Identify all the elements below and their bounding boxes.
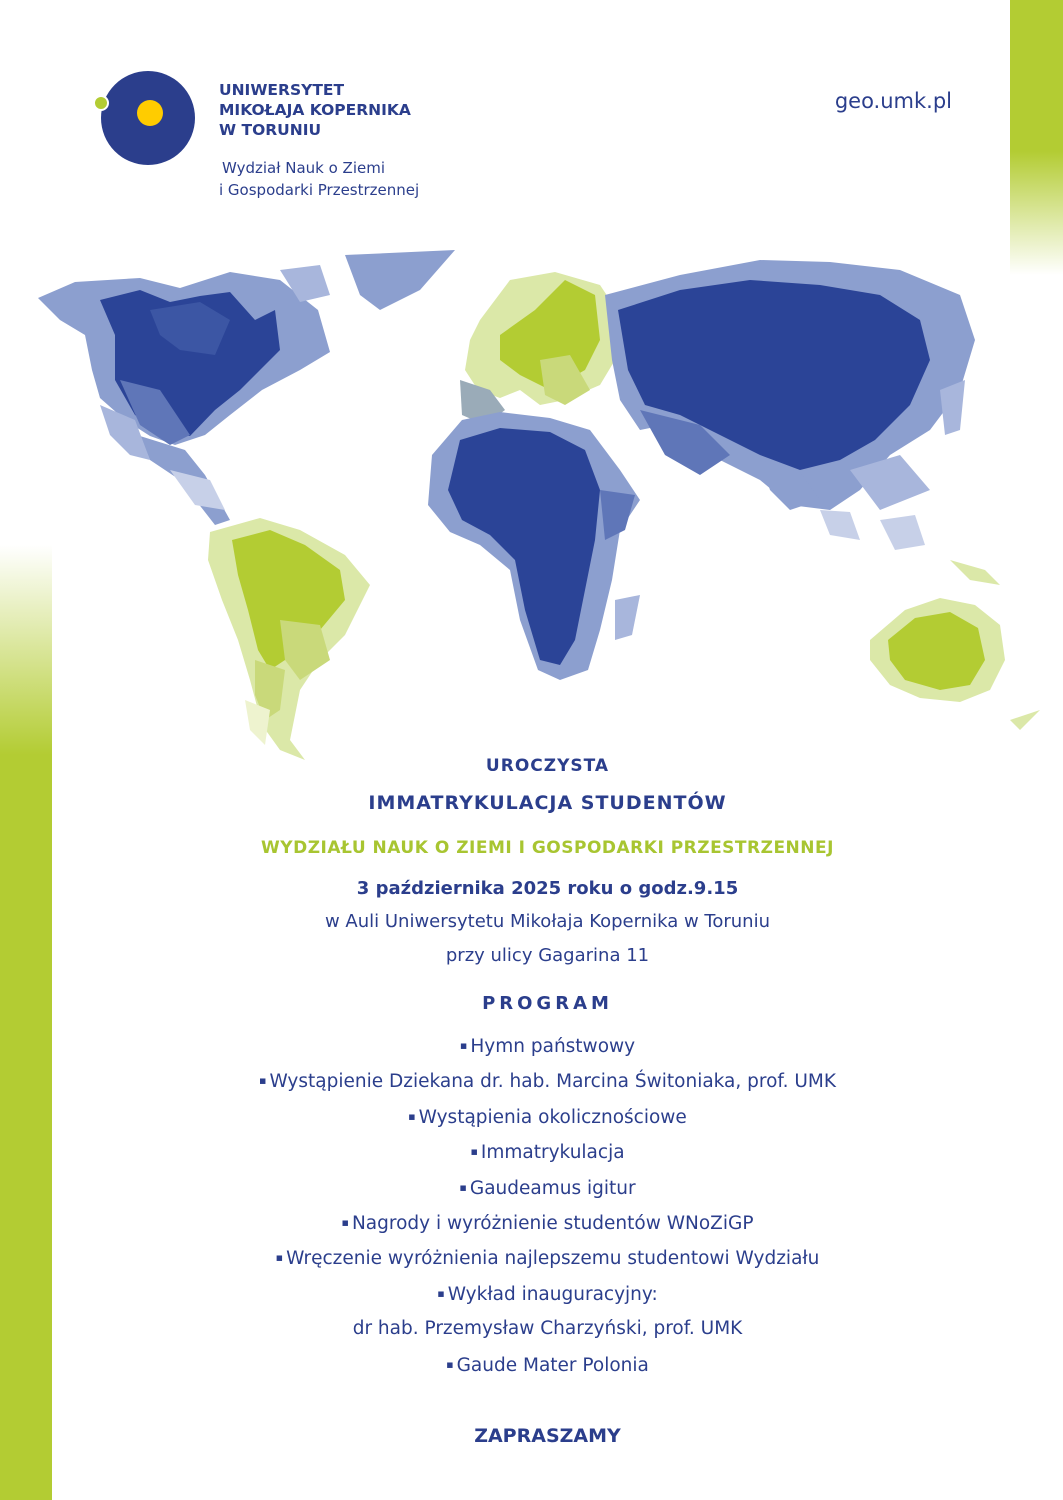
program-item-text: Wykład inauguracyjny: bbox=[447, 1283, 658, 1305]
event-subtitle: WYDZIAŁU NAUK O ZIEMI I GOSPODARKI PRZESTRZENNEJ bbox=[261, 838, 834, 858]
program-item bbox=[30, 1240, 1063, 1275]
faculty-name-line: i Gospodarki Przestrzennej bbox=[219, 181, 420, 199]
program-item bbox=[30, 1134, 1063, 1169]
program-item-text: Gaude Mater Polonia bbox=[456, 1354, 649, 1376]
bullet-icon: ▪ bbox=[259, 1074, 267, 1088]
website-link[interactable]: geo.umk.pl bbox=[834, 89, 952, 113]
program-item bbox=[30, 1276, 1063, 1311]
program-item bbox=[30, 1347, 1063, 1382]
program-item bbox=[30, 1099, 1063, 1134]
program-item-text: Nagrody i wyróżnienie studentów WNoZiGP bbox=[351, 1212, 754, 1234]
event-title: IMMATRYKULACJA STUDENTÓW bbox=[368, 792, 727, 814]
university-name-line: W TORUNIU bbox=[219, 121, 322, 139]
program-item bbox=[30, 1205, 1063, 1240]
event-address: przy ulicy Gagarina 11 bbox=[445, 945, 650, 966]
program-item-text: Hymn państwowy bbox=[470, 1036, 636, 1057]
bullet-icon: ▪ bbox=[275, 1251, 284, 1265]
program-item-continuation bbox=[30, 1311, 1063, 1346]
bullet-icon: ▪ bbox=[341, 1215, 349, 1229]
program-list bbox=[30, 1028, 1063, 1382]
university-logo bbox=[93, 68, 198, 168]
bullet-icon: ▪ bbox=[408, 1109, 416, 1123]
program-item bbox=[30, 1170, 1063, 1205]
program-item-text: Wystąpienia okolicznościowe bbox=[418, 1106, 687, 1128]
program-item-text: Immatrykulacja bbox=[480, 1142, 625, 1164]
program-heading: PROGRAM bbox=[482, 993, 613, 1014]
event-place: w Auli Uniwersytetu Mikołaja Kopernika w Toruniu bbox=[324, 911, 771, 932]
bullet-icon: ▪ bbox=[437, 1286, 445, 1300]
event-date: 3 października 2025 roku o godz.9.15 bbox=[356, 878, 739, 899]
bullet-icon: ▪ bbox=[459, 1039, 468, 1052]
closing-invitation: ZAPRASZAMY bbox=[474, 1425, 621, 1447]
program-item-text: Wystąpienie Dziekana dr. hab. Marcina Świtoniaka, prof. UMK bbox=[269, 1071, 836, 1093]
faculty-name-line: Wydział Nauk o Ziemi bbox=[222, 159, 386, 177]
program-item-text: Wręczenie wyróżnienia najlepszemu studentowi Wydziału bbox=[286, 1248, 820, 1270]
university-name-line: MIKOŁAJA KOPERNIKA bbox=[219, 101, 411, 119]
bullet-icon: ▪ bbox=[446, 1357, 454, 1371]
bullet-icon: ▪ bbox=[470, 1145, 478, 1159]
faculty-name bbox=[219, 157, 420, 201]
decorative-green-bar-top bbox=[1010, 0, 1063, 275]
event-intro: UROCZYSTA bbox=[485, 756, 610, 776]
program-item bbox=[30, 1063, 1063, 1098]
bullet-icon: ▪ bbox=[459, 1180, 467, 1194]
university-name bbox=[219, 80, 411, 140]
program-item-text: Gaudeamus igitur bbox=[469, 1177, 636, 1199]
program-item-text: dr hab. Przemysław Charzyński, prof. UMK bbox=[352, 1318, 743, 1340]
program-item bbox=[30, 1028, 1063, 1063]
world-map-illustration bbox=[0, 240, 1063, 760]
university-name-line: UNIWERSYTET bbox=[219, 81, 345, 99]
